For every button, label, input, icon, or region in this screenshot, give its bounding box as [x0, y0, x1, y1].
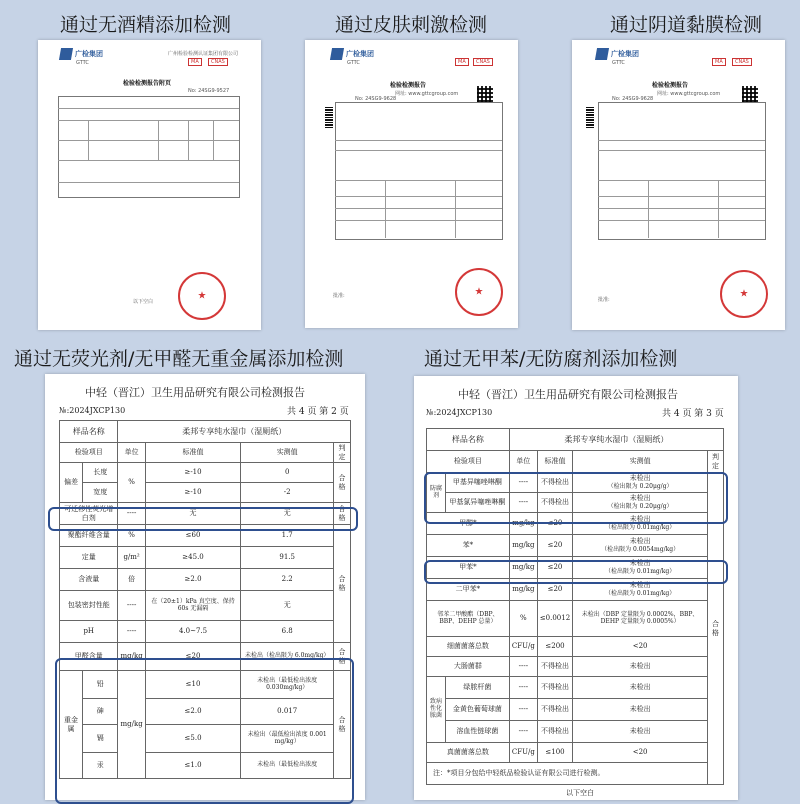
cell-unit: CFU/g: [509, 743, 537, 763]
cell-unit: g/m²: [118, 547, 145, 569]
report-url: 网址: www.gttcgroup.com: [395, 91, 459, 97]
brand-logo: [331, 48, 374, 60]
cell-unit: ----: [118, 503, 145, 525]
cell-result: 2.2: [241, 569, 334, 591]
cell-unit: %: [118, 463, 145, 503]
cma-badge: MA: [712, 58, 726, 66]
row-liquid: 含液量: [60, 569, 118, 591]
detect-limit: （检出限为 0.20μg/g）: [607, 483, 673, 491]
cell-judge: 合格: [334, 643, 351, 671]
cell-std: ≥2.0: [145, 569, 241, 591]
row-width: 宽度: [83, 483, 118, 503]
cell-std: ≤5.0: [145, 725, 241, 753]
detect-limit: （检出限为 0.20μg/g）: [607, 503, 673, 511]
cell-std: ≤20: [537, 579, 572, 601]
row-pseudomonas: 绿脓杆菌: [446, 677, 510, 699]
detect-limit: （检出限为 0.0054mg/kg）: [601, 546, 680, 554]
cma-badge: MA: [455, 58, 469, 66]
not-detected: 未检出: [629, 515, 651, 524]
cell-result: 6.8: [241, 621, 334, 643]
brand-mark-icon: [595, 48, 609, 60]
cnas-badge: CNAS: [208, 58, 228, 66]
cell-judge: 合格: [334, 503, 351, 525]
cell-std: ≤20: [145, 643, 241, 671]
red-seal: [720, 270, 768, 318]
report-no: No: 24SG9-9628: [355, 96, 397, 102]
cell-std: ≤200: [537, 637, 572, 657]
blank-note: 以下空白: [133, 299, 154, 305]
row-ph: pH: [60, 621, 118, 643]
red-seal: [455, 268, 503, 316]
cell-unit: %: [118, 525, 145, 547]
row-coliform: 大肠菌群: [427, 657, 510, 677]
header-standard: 标准值: [537, 451, 572, 473]
cell-result: 1.7: [241, 525, 334, 547]
page-count: 共 4 页 第 3 页: [662, 409, 724, 419]
row-lead: 铅: [83, 671, 118, 699]
title-no-alcohol: 通过无酒精添加检测: [60, 14, 232, 36]
row-cmit: 甲基氯异噻唑啉酮: [446, 493, 510, 513]
cell-std: 不得检出: [537, 699, 572, 721]
row-seal: 包装密封性能: [60, 591, 118, 621]
cell-judge: 合格: [708, 473, 724, 785]
cell-result: 0.017: [241, 699, 334, 725]
header-judge: 判定: [708, 451, 724, 473]
brand-logo: [60, 48, 103, 60]
report-title: 检验检测报告: [652, 82, 689, 89]
cell-result: 未检出: [573, 721, 708, 743]
cell-unit: mg/kg: [509, 535, 537, 557]
cell-unit: ----: [509, 721, 537, 743]
cell-result: 未检出（检出限为 6.0mg/kg）: [241, 643, 334, 671]
seal-star-icon: ★: [197, 290, 207, 302]
row-phthalate: 邻苯二甲酸酯（DBP、BBP、DEHP 总量）: [427, 601, 510, 637]
header-result: 实测值: [573, 451, 708, 473]
org-line: 广州检验检测认证集团有限公司: [168, 51, 239, 57]
row-deviation: 偏差: [60, 463, 83, 503]
row-streptococcus: 溶血性链球菌: [446, 721, 510, 743]
report-title: 检验检测报告: [390, 82, 427, 89]
row-fluorescent: 可迁移性荧光增白剂: [60, 503, 118, 525]
cnas-badge: CNAS: [473, 58, 493, 66]
not-detected: 未检出: [629, 494, 651, 503]
header-item: 检验项目: [427, 451, 510, 473]
row-arsenic: 砷: [83, 699, 118, 725]
report-org: 中轻（晋江）卫生用品研究有限公司检测报告: [85, 386, 305, 399]
sample-label: 样品名称: [427, 429, 510, 451]
row-xylene: 二甲苯*: [427, 579, 510, 601]
report-skin: [305, 40, 518, 328]
header-result: 实测值: [241, 443, 334, 463]
cell-unit: ----: [509, 493, 537, 513]
row-heavy-metal: 重金属: [60, 671, 83, 779]
cell-result: 未检出（最低检出浓度 0.001 mg/kg）: [241, 725, 334, 753]
cell-std: 不得检出: [537, 721, 572, 743]
report-no: No: 24SG9-9527: [188, 88, 230, 94]
footnote: 注：*项目分包给中轻纸品检验认证有限公司进行检测。: [427, 763, 724, 785]
header-unit: 单位: [509, 451, 537, 473]
report-no: №:2024JXCP130: [59, 406, 126, 415]
cell-result: 未检出: [573, 699, 708, 721]
cell-result: 无: [241, 503, 334, 525]
cell-std: ≤20: [537, 513, 572, 535]
row-preservative: 防腐剂: [427, 473, 446, 513]
cell-result: <20: [573, 637, 708, 657]
brand-logo: [596, 48, 639, 60]
row-fiber: 聚酯纤维含量: [60, 525, 118, 547]
cell-std: ≥-10: [145, 483, 241, 503]
cell-unit: 倍: [118, 569, 145, 591]
cell-std: ≤100: [537, 743, 572, 763]
cnas-badge: CNAS: [732, 58, 752, 66]
page-count: 共 4 页 第 2 页: [287, 407, 349, 417]
sample-name: 柔邦专享纯水湿巾（湿厕纸）: [118, 421, 351, 443]
cell-unit: mg/kg: [509, 579, 537, 601]
cell-result: 未检出（最低检出浓度 0.030mg/kg）: [241, 671, 334, 699]
cell-unit: mg/kg: [509, 513, 537, 535]
cell-std: ≥-10: [145, 463, 241, 483]
cell-result: 未检出: [573, 657, 708, 677]
qr-code-icon: [477, 86, 493, 102]
cell-unit: mg/kg: [118, 643, 145, 671]
report-org: 中轻（晋江）卫生用品研究有限公司检测报告: [458, 388, 678, 401]
title-skin-irritation: 通过皮肤刺激检测: [335, 14, 488, 36]
cell-unit: mg/kg: [118, 671, 145, 779]
cell-result: 未检出: [573, 677, 708, 699]
row-bacteria: 细菌菌落总数: [427, 637, 510, 657]
brand-mark-icon: [59, 48, 73, 60]
brand-name: 广检集团: [75, 50, 103, 58]
cell-unit: ----: [509, 677, 537, 699]
cell-std: 不得检出: [537, 493, 572, 513]
cell-std: 无: [145, 503, 241, 525]
cell-std: ≤1.0: [145, 753, 241, 779]
not-detected: 未检出: [629, 474, 651, 483]
row-formaldehyde: 甲醛含量: [60, 643, 118, 671]
header-judge: 判定: [334, 443, 351, 463]
row-length: 长度: [83, 463, 118, 483]
row-staphylococcus: 金黄色葡萄球菌: [446, 699, 510, 721]
cell-result: -2: [241, 483, 334, 503]
cell-result: 未检出（DBP 定量限为 0.0002%，BBP、DEHP 定量限为 0.0005%）: [573, 601, 708, 637]
not-detected: 未检出: [629, 537, 651, 546]
row-toluene: 甲苯*: [427, 557, 510, 579]
detect-limit: （检出限为 0.01mg/kg）: [604, 590, 676, 598]
brand-name: 广检集团: [346, 50, 374, 58]
sample-label: 样品名称: [60, 421, 118, 443]
report-no: №:2024JXCP130: [426, 408, 493, 417]
detect-limit: （检出限为 0.01mg/kg）: [604, 524, 676, 532]
report-mucosa: [572, 40, 785, 330]
report-url: 网址: www.gttcgroup.com: [657, 91, 721, 97]
row-gsm: 定量: [60, 547, 118, 569]
cell-result: 无: [241, 591, 334, 621]
brand-mark-icon: [330, 48, 344, 60]
cell-std: 不得检出: [537, 677, 572, 699]
report-benzene: [414, 376, 738, 800]
row-cadmium: 镉: [83, 725, 118, 753]
row-methanol: 甲醇*: [427, 513, 510, 535]
cell-std: 4.0~7.5: [145, 621, 241, 643]
row-mercury: 汞: [83, 753, 118, 779]
cma-badge: MA: [188, 58, 202, 66]
cell-unit: ----: [118, 621, 145, 643]
blank-note: 以下空白: [566, 789, 594, 797]
approver: 批准:: [598, 297, 610, 303]
row-pathogen: 致病性化脓菌: [427, 677, 446, 743]
cell-std: ≤2.0: [145, 699, 241, 725]
cell-std: ≥45.0: [145, 547, 241, 569]
cell-std: ≤0.0012: [537, 601, 572, 637]
cell-result: 0: [241, 463, 334, 483]
cell-result: 未检出（最低检出浓度: [241, 753, 334, 779]
cell-std: 不得检出: [537, 473, 572, 493]
cell-result: 91.5: [241, 547, 334, 569]
cell-unit: mg/kg: [509, 557, 537, 579]
title-mucosa: 通过阴道黏膜检测: [610, 14, 763, 36]
cell-judge: 合格: [334, 671, 351, 779]
title-fluorescent: 通过无荧光剂/无甲醛无重金属添加检测: [14, 348, 344, 370]
header-standard: 标准值: [145, 443, 241, 463]
brand-en: GTTC: [76, 60, 89, 66]
cell-result: <20: [573, 743, 708, 763]
brand-name: 广检集团: [611, 50, 639, 58]
not-detected: 未检出: [629, 581, 651, 590]
detect-limit: （检出限为 0.01mg/kg）: [604, 568, 676, 576]
barcode-icon: [325, 106, 333, 128]
header-item: 检验项目: [60, 443, 118, 463]
red-seal: [178, 272, 226, 320]
seal-star-icon: ★: [739, 288, 749, 300]
highlight-preservative: [424, 472, 728, 524]
highlight-heavy-metal: [55, 658, 354, 804]
cell-std: ≤10: [145, 671, 241, 699]
cell-unit: ----: [509, 473, 537, 493]
cell-std: ≤20: [537, 557, 572, 579]
brand-en: GTTC: [612, 60, 625, 66]
header-unit: 单位: [118, 443, 145, 463]
brand-en: GTTC: [347, 60, 360, 66]
cell-std: 不得检出: [537, 657, 572, 677]
cell-unit: ----: [509, 699, 537, 721]
row-benzene: 苯*: [427, 535, 510, 557]
cell-judge: 合格: [334, 463, 351, 503]
row-fungi: 真菌菌落总数: [427, 743, 510, 763]
cell-unit: ----: [509, 657, 537, 677]
not-detected: 未检出: [629, 559, 651, 568]
approver: 批准:: [333, 293, 345, 299]
qr-code-icon: [742, 86, 758, 102]
cell-std: 在（20±1）kPa 真空度、保持 60s 无漏隔: [145, 591, 241, 621]
report-alcohol: [38, 40, 261, 330]
cell-std: ≤20: [537, 535, 572, 557]
cell-unit: %: [509, 601, 537, 637]
cell-std: ≤60: [145, 525, 241, 547]
highlight-fluorescent: [48, 507, 358, 531]
highlight-toluene: [424, 560, 728, 584]
cell-unit: ----: [118, 591, 145, 621]
report-no: No: 24SG9-9628: [612, 96, 654, 102]
sample-name: 柔邦专享纯水湿巾（湿厕纸）: [509, 429, 723, 451]
row-mit: 甲基异噻唑啉酮: [446, 473, 510, 493]
report-title: 检验检测报告附页: [123, 80, 172, 87]
cell-result: [573, 535, 708, 557]
cell-unit: CFU/g: [509, 637, 537, 657]
cell-judge: 合格: [334, 525, 351, 643]
barcode-icon: [586, 106, 594, 128]
seal-star-icon: ★: [474, 286, 484, 298]
title-benzene: 通过无甲苯/无防腐剂添加检测: [424, 348, 678, 370]
